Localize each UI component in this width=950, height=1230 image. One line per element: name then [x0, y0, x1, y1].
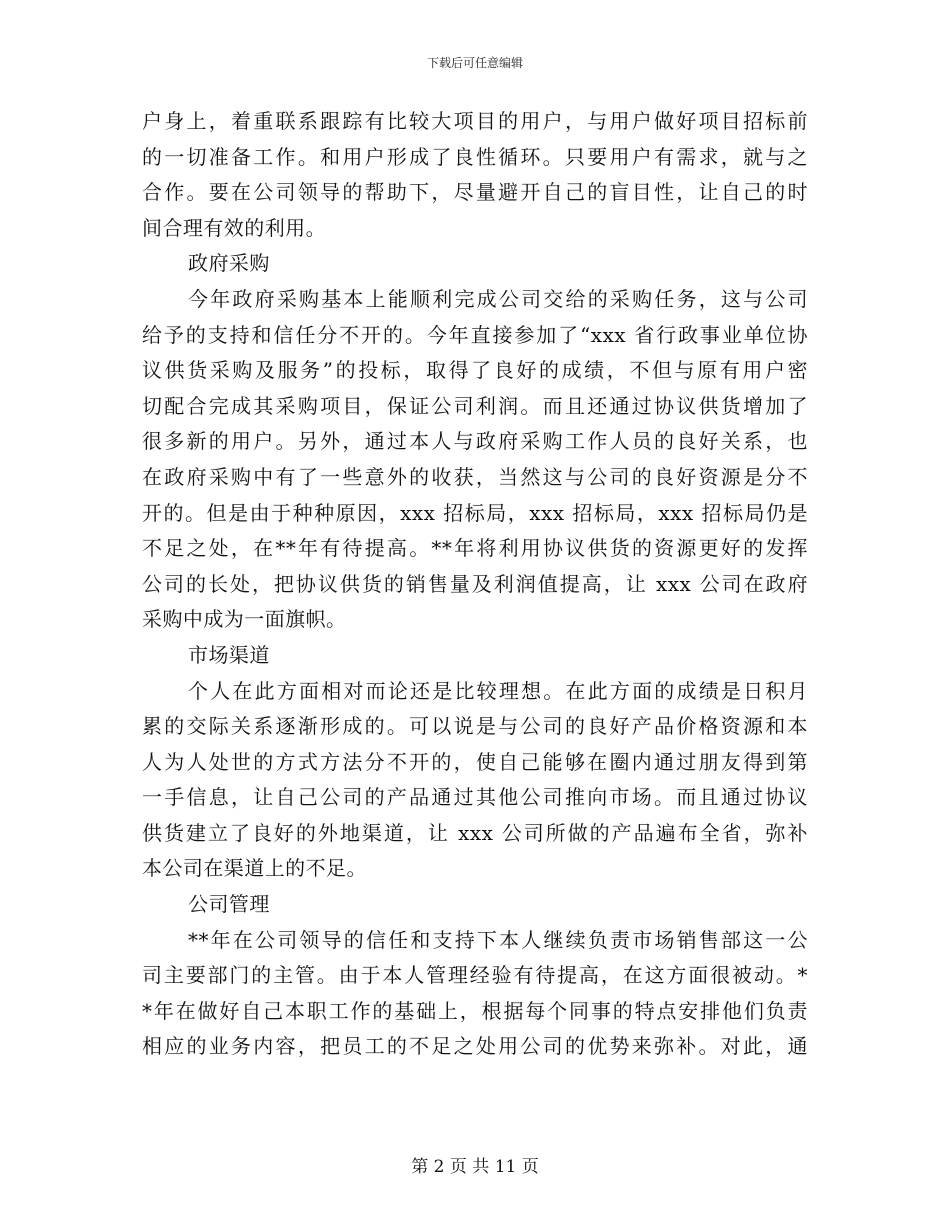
body-text-line: 个人在此方面相对而论还是比较理想。在此方面的成绩是日积月	[188, 678, 808, 703]
body-text-line: 户身上，着重联系跟踪有比较大项目的用户，与用户做好项目招标前	[142, 109, 808, 133]
section-heading: 市场渠道	[188, 642, 270, 667]
body-text-line: 给予的支持和信任分不开的。今年直接参加了“xxx 省行政事业单位协	[142, 322, 808, 347]
body-text-line: 累的交际关系逐渐形成的。可以说是与公司的良好产品价格资源和本	[142, 714, 808, 739]
body-text-line: 今年政府采购基本上能顺利完成公司交给的采购任务，这与公司	[188, 286, 808, 311]
body-text-line: 合作。要在公司领导的帮助下，尽量避开自己的盲目性，让自己的时	[142, 180, 808, 205]
document-body	[142, 104, 808, 1065]
page-header: 下载后可任意编辑	[426, 56, 523, 70]
body-text-line: 采购中成为一面旗帜。	[142, 607, 347, 632]
body-text-line: 不足之处，在**年有待提高。**年将利用协议供货的资源更好的发挥	[142, 536, 808, 561]
body-text-line: 议供货采购及服务”的投标，取得了良好的成绩，不但与原有用户密	[142, 358, 808, 383]
body-text-line: 的一切准备工作。和用户形成了良性循环。只要用户有需求，就与之	[142, 144, 808, 169]
body-text-line: 在政府采购中有了一些意外的收获，当然这与公司的良好资源是分不	[142, 464, 808, 489]
body-text-line: 间合理有效的利用。	[142, 215, 327, 240]
body-text-line: 相应的业务内容，把员工的不足之处用公司的优势来弥补。对此，通	[142, 1034, 808, 1059]
body-text-line: 供货建立了良好的外地渠道，让 xxx 公司所做的产品遍布全省，弥补	[142, 820, 808, 845]
body-text-line: 司主要部门的主管。由于本人管理经验有待提高，在这方面很被动。*	[142, 963, 808, 988]
body-text-line: 切配合完成其采购项目，保证公司利润。而且还通过协议供货增加了	[142, 393, 808, 418]
body-text-line: 开的。但是由于种种原因，xxx 招标局，xxx 招标局，xxx 招标局仍是	[142, 500, 808, 525]
body-text-line: 一手信息，让自己公司的产品通过其他公司推向市场。而且通过协议	[142, 785, 808, 810]
body-text-line: *年在做好自己本职工作的基础上，根据每个同事的特点安排他们负责	[142, 998, 808, 1023]
body-text-line: **年在公司领导的信任和支持下本人继续负责市场销售部这一公	[188, 927, 808, 952]
page-number: 第 2 页 共 11 页	[411, 1157, 539, 1177]
section-heading: 公司管理	[188, 892, 270, 917]
section-heading: 政府采购	[188, 251, 270, 276]
body-text-line: 很多新的用户。另外，通过本人与政府采购工作人员的良好关系，也	[142, 429, 808, 454]
body-text-line: 公司的长处，把协议供货的销售量及利润值提高，让 xxx 公司在政府	[142, 571, 808, 596]
body-text-line: 人为人处世的方式方法分不开的，使自己能够在圈内通过朋友得到第	[142, 749, 808, 774]
body-text-line: 本公司在渠道上的不足。	[142, 856, 367, 881]
